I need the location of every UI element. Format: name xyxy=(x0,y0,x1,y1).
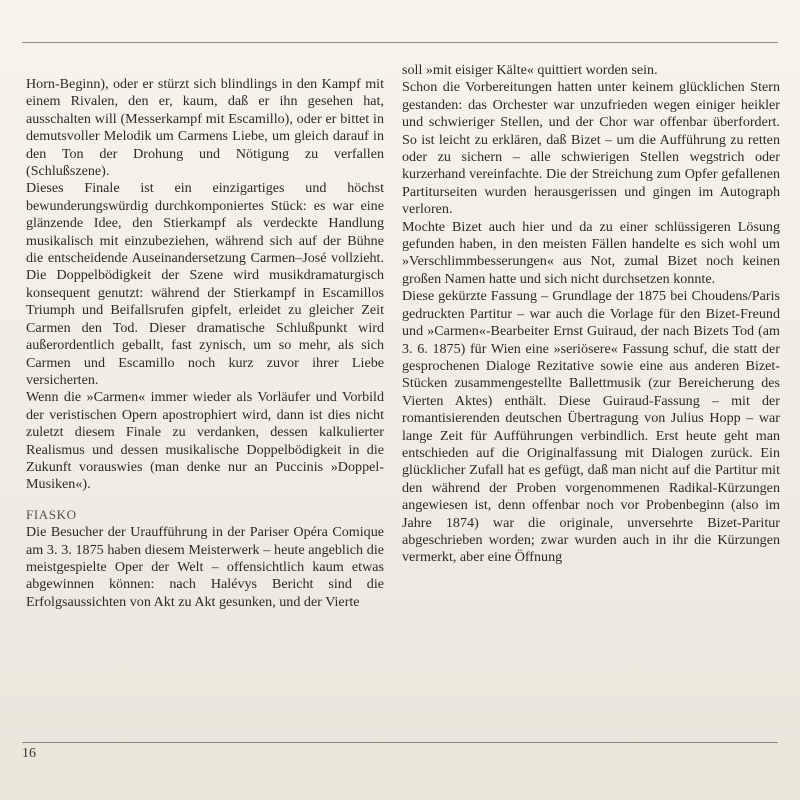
section-heading: FIASKO xyxy=(26,506,77,522)
paragraph: Die Besucher der Uraufführung in der Pariser Opéra Comique am 3. 3. 1875 haben diesem Meisterwerk – heute angeblich die meistgespielte Oper der Welt – offensichtlich kaum etwas abgewinnen können: nach Halévys Bericht sind die Erfolgsaussichten von Akt zu Akt gesunken, und der Vierte xyxy=(26,524,384,610)
top-rule xyxy=(22,42,778,43)
bottom-rule xyxy=(22,742,778,743)
page-number: 16 xyxy=(22,746,36,761)
paragraph: Mochte Bizet auch hier und da zu einer schlüssigeren Lösung gefunden haben, in den meisten Fällen handelte es sich wohl um »Verschlimmbesserungen« aus Not, zumal Bizet noch keinen großen Namen hatte und sich nicht durchsetzen konnte. xyxy=(402,218,780,287)
paragraph: Schon die Vorbereitungen hatten unter keinem glücklichen Stern gestanden: das Orchester war unzufrieden wegen einiger heikler und schwieriger Stellen, und der Chor war offenbar überfordert. So ist leicht zu erklären, daß Bizet – um die Aufführung zu retten oder zu sichern – alle schwierigen Stellen wegstrich oder kurzerhand vereinfachte. Die der Streichung zum Opfer gefallenen Partiturseiten wurden herausgerissen und gingen im Autograph verloren. xyxy=(402,79,780,218)
paragraph: Horn-Beginn), oder er stürzt sich blindlings in den Kampf mit einem Rivalen, den er, kaum, daß er ihn gesehen hat, ausschalten will (Messerkampf mit Escamillo), oder er bittet in demutsvoller Melodik um Carmens Liebe, um gleich darauf in den Ton der Drohung und Nötigung zu verfallen (Schlußszene). xyxy=(26,76,384,180)
paragraph: soll »mit eisiger Kälte« quittiert worden sein. xyxy=(402,62,658,78)
paragraph: Dieses Finale ist ein einzigartiges und höchst bewunderungswürdig durchkomponiertes Stück: es war eine glänzende Idee, den Stierkampf als verdeckte Handlung musikalisch mit einzubeziehen, während sich auf der Bühne die entscheidende Auseinandersetzung Carmen–José vollzieht. Die Doppelbödigkeit der Szene wird musikdramaturgisch konsequent genutzt: während der Stierkampf in Escamillos Triumph und Beifallsrufen gipfelt, erleidet zu gleicher Zeit Carmen den Tod. Dieser dramatische Schlußpunkt wird außerordentlich geballt, fast zynisch, um so mehr, als sich Carmen und Escamillo noch kurz zuvor ihrer Liebe versicherten. xyxy=(26,180,384,388)
paragraph: Wenn die »Carmen« immer wieder als Vorläufer und Vorbild der veristischen Opern apostrophiert wird, dann ist dies nicht zuletzt diesem Finale zu verdanken, dessen kalkulierter Realismus und dessen musikalische Doppelbödigkeit in die Zukunft vorauswies (man denke nur an Puccinis »Doppel-Musiken«). xyxy=(26,389,384,493)
left-column xyxy=(26,76,384,611)
paragraph: Diese gekürzte Fassung – Grundlage der 1875 bei Choudens/Paris gedruckten Partitur – war auch die Vorlage für den Bizet-Freund und »Carmen«-Bearbeiter Ernst Guiraud, der nach Bizets Tod (am 3. 6. 1875) für Wien eine »seriösere« Fassung schuf, die statt der gesprochenen Dialoge Rezitative sowie eine aus anderen Bizet-Stücken zusammengestellte Ballettmusik (zur Bereicherung des Vierten Aktes) enthält. Diese Guiraud-Fassung – mit der romantisierenden deutschen Übertragung von Julius Hopp – war lange Zeit für Aufführungen verbindlich. Erst heute geht man entschieden auf die Originalfassung mit Dialogen zurück. Ein glücklicher Zufall hat es gefügt, daß man nicht auf die Partitur mit den während der Proben vorgenommenen Radikal-Kürzungen angewiesen ist, denn offenbar noch vor Probenbeginn (also im Jahre 1874) war die originale, unversehrte Bizet-Paritur abgeschrieben worden; zwar wurden auch in ihr die Kürzungen vermerkt, aber eine Öffnung xyxy=(402,288,780,566)
right-column xyxy=(402,62,780,567)
